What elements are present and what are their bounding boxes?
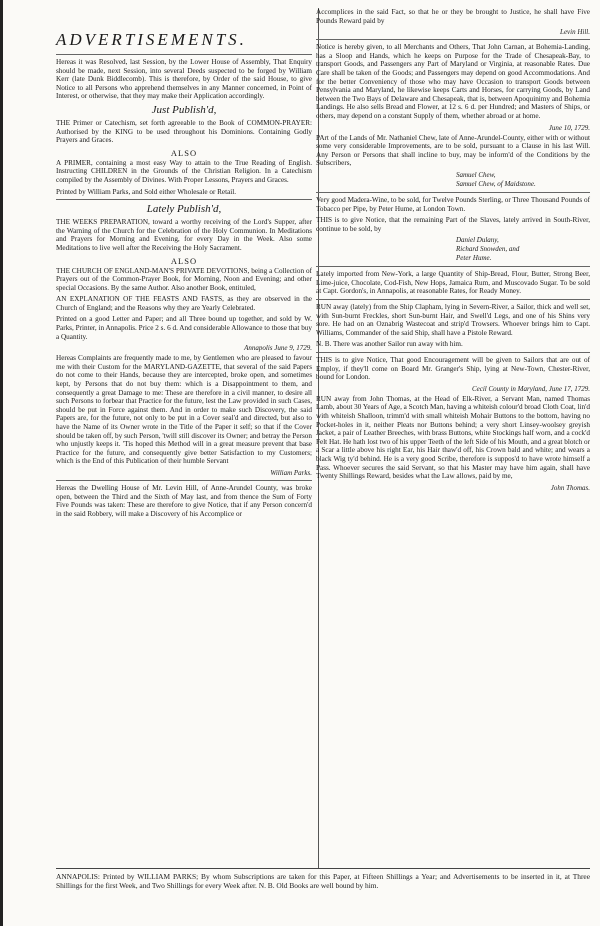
ad-private-devotions: THE CHURCH OF ENGLAND-MAN'S PRIVATE DEVOTIONS, being a Collection of Prayers out of the Common-Prayer Book, for Morning, Noon and Evening; and other special Occasions. By the same Author. Also another Book, entituled, (56, 266, 312, 292)
signature: William Parks. (270, 468, 312, 477)
ad-slaves-notice: THIS is to give Notice, that the remaining Part of the Slaves, lately arrived in South-River, continue to be sold, by (316, 216, 590, 233)
divider (316, 39, 590, 40)
masthead-title: ADVERTISEMENTS. (56, 30, 247, 49)
signature: Samuel Chew, of Maidstone. (456, 179, 536, 188)
dateline: June 10, 1729. (548, 123, 590, 132)
ad-feasts-fasts: AN EXPLANATION OF THE FEASTS AND FASTS, as they are observed in the Church of England; and the Reasons why they are Yearly Celebrated. (56, 295, 312, 312)
heading-just-published: Just Publish'd, (151, 103, 217, 116)
signature: Levin Hill. (560, 28, 590, 37)
divider (316, 266, 590, 267)
right-column (316, 8, 590, 492)
footer-rule (56, 868, 590, 869)
ad-weeks-preparation: THE WEEKS PREPARATION, toward a worthy receiving of the Lord's Supper, after the Warning of the Church for the Celebration of the Holy Communion. In Meditations and Prayers for Morning and Evening, for every Day in the Week. Also some Meditations to live well after the Receiving the Holy Sacrament. (56, 218, 312, 252)
ad-printed-parks: Printed on a good Letter and Paper; and all Three bound up together, and sold by W. Parks, Printer, in Annapolis. Price 2 s. 6 d. And considerable Allowance to those that buy a Quantity. (56, 315, 312, 341)
ad-complaints: Hereas Complaints are frequently made to me, by Gentlemen who are pleased to favour me with their Custom for the MARYLAND-GAZETTE, that several of the said Papers do not come to their Hands, because they are intercepted, broke open, and sometimes kept, by Persons that do not buy them: which is a Disappointment to them, and consequently a great Damage to me: These are therefore in a civil manner, to desire all such Persons to forbear that Practice for the future, lest the Law provided in such Cases, should be put in Force against them. And in order to make such Discovery, the said Papers are, for the future, not only to be put in a Cover seal'd and directed, but also to have the Name of its Owner wrote in the Title of the Paper it self; so that if the Cover should be taken off, by such Person, 'twill still discover its Owner; and betray the Person who unjustly keeps it. 'Tis hoped this Method will in a great measure prevent that base Practice for the future, and consequently give better Satisfaction to my Customers; which is the End of this Publication of their humble Servant (56, 354, 312, 466)
signature: John Thomas. (550, 483, 590, 492)
page-edge (0, 0, 3, 926)
left-column (56, 30, 312, 521)
ad-levin-hill-cont: Accomplices in the said Fact, so that he or they be brought to Justice, he shall have Five Pounds Reward paid by (316, 8, 590, 25)
ad-levin-hill: Hereas the Dwelling House of Mr. Levin Hill, of Anne-Arundel County, was broke open, between the Third and the Sixth of May last, and from thence the Sum of Forty Five Pounds was taken: These are therefore to give Notice, that if any Person concern'd in the said Robbery, will make a Discovery of his Accomplice or (56, 483, 312, 518)
ad-chew-lands: PArt of the Lands of Mr. Nathaniel Chew, late of Anne-Arundel-County, either with or without some very considerable Improvements, are to be sold, pursuant to a Clause in his last Will. Any Person or Persons that shall incline to buy, may be inform'd of the Conditions by the Subscribers, (316, 133, 590, 168)
ad-primer-english: A PRIMER, containing a most easy Way to attain to the True Reading of English. Instructing CHILDREN in the Grounds of the Christian Religion. In a Catechism compiled by the Assembly of Divines. With Proper Lessons, Prayers and Graces. (56, 158, 312, 184)
signature: Daniel Dulany, (456, 236, 499, 245)
ad-primer: THE Primer or Catechism, set forth agreeable to the Book of COMMON-PRAYER: Authorised by the KING to be used throughout his Dominions. Containing Godly Prayers and Graces. (56, 118, 312, 145)
signature: Peter Hume. (456, 254, 492, 263)
ad-resolved: Hereas it was Resolved, last Session, by the Lower House of Assembly, That Enquiry should be made, next Session, into several Deeds suspected to be forged by William Kerr (late Dunk Biddlecomb). This is therefore, by Order of the said House, to give Notice to all Persons who apprehend themselves in any Manner concerned, in Point of Interest, or otherwise, that they may make their Application accordingly. (56, 58, 312, 101)
dateline: Cecil County in Maryland, June 17, 1729. (471, 384, 590, 393)
divider (316, 299, 590, 300)
divider (316, 352, 590, 353)
signature: Richard Snowden, and (456, 245, 520, 254)
imprint-footer: ANNAPOLIS: Printed by WILLIAM PARKS; By whom Subscriptions are taken for this Paper, at Fifteen Shillings a Year; and Advertisements to be inserted in it, at Three Shillings for the first Week, and Two Shillings for every Week after. N. B. Old Books are well bound by him. (56, 872, 590, 890)
ad-run-away-thomas: RUN away from John Thomas, at the Head of Elk-River, a Servant Man, named Thomas Lamb, about 30 Years of Age, a Scotch Man, having a whiteish colour'd broad Cloth Coat, lin'd with whiteish Shalloon, trimm'd with small whiteish Mohair Buttons to the bottom, having no Pocket-holes in it, neither Pleats nor Buttons behind; a very short Linsey-woolsey greyish Jacket, a pair of Leather Breeches, with brass Buttons, white Stockings half worn, and a cock'd Felt Hat. He hath lost two of his upper Teeth of the left Side of his Mouth, and a great blotch or a Scar a little above his right Ear, his Hair thaw'd off, his Crown bald and white; and wears a black Wig ty'd behind. He is a very good Scribe, therefore is suppos'd to have wrote himself a Pass. Whoever secures the said Servant, so that his Master may have him again, shall have Twenty Shillings Reward, besides what the Law allows, paid by me, (316, 394, 590, 481)
divider (56, 54, 312, 55)
ad-madera-wine: Very good Madera-Wine, to be sold, for Twelve Pounds Sterling, or Three Thousand Pounds of Tobacco per Pipe, by Peter Hume, at London Town. (316, 195, 590, 213)
ad-nota-bene: N. B. There was another Sailor run away with him. (316, 340, 463, 349)
ad-sailors-notice: THIS is to give Notice, That good Encouragement will be given to Sailors that are out of Employ, if they'll come on Board Mr. Granger's Ship, lying at New-Town, Chester-River, bound for London. (316, 356, 590, 382)
ad-printed-note: Printed by William Parks, and Sold either Wholesale or Retail. (56, 187, 237, 196)
heading-lately-published: Lately Publish'd, (146, 203, 222, 216)
ad-carnan-notice: Notice is hereby given, to all Merchants and Others, That John Carnan, at Bohemia-Landing, has a Sloop and Hands, which he keeps on Purpose for the Trade of Chesapeak-Bay, to transport Goods, and Passengers any Part of Maryland or Virginia, at reasonable Rates. Due Care shall be taken of the Goods; and Passengers may depend on good Accommodations. And for the better Conveniency of those who may have Occasion to transport Goods between Pensylvania and Maryland, he likewise keeps Carts and Horses, for carrying Goods, by Land between the Two Bays of Delaware and Chesapeak, that is, between Apoquinimy and Bohemia Landings. He also sells Bread and Flower, at 12 s. 6 d. per Hundred; and Masters of Ships, or others, may depend on a constant Supply of them, whether abroad or at home. (316, 43, 590, 120)
also-label: ALSO (170, 255, 198, 266)
divider (316, 192, 590, 193)
divider (56, 480, 312, 481)
signature: Samuel Chew, (456, 170, 496, 179)
divider (56, 199, 312, 200)
dateline: Annapolis June 9, 1729. (244, 344, 312, 353)
also-label: ALSO (170, 147, 198, 158)
ad-new-york-imports: Lately imported from New-York, a large Quantity of Ship-Bread, Flour, Butter, Strong Beer, Lime-juice, Chocolate, Cod-Fish, New Hops, Jamaica Rum, and Muscovado Sugar. To be sold at Capt. Gordon's, in Annapolis, at reasonable Rates, for Ready Money. (316, 270, 590, 296)
ad-run-away-clapham: RUN away (lately) from the Ship Clapham, lying in Severn-River, a Sailor, thick and well set, with Sun-burnt Freckles, short Sun-burnt Hair, and Swell'd Legs, and one of his Shins very sore. He had on an Oznabrig Wastecoat and strip'd Trowsers. Whoever brings him to Capt. Williams, Commander of the said Ship, shall have a Pistole Reward. (316, 303, 590, 337)
